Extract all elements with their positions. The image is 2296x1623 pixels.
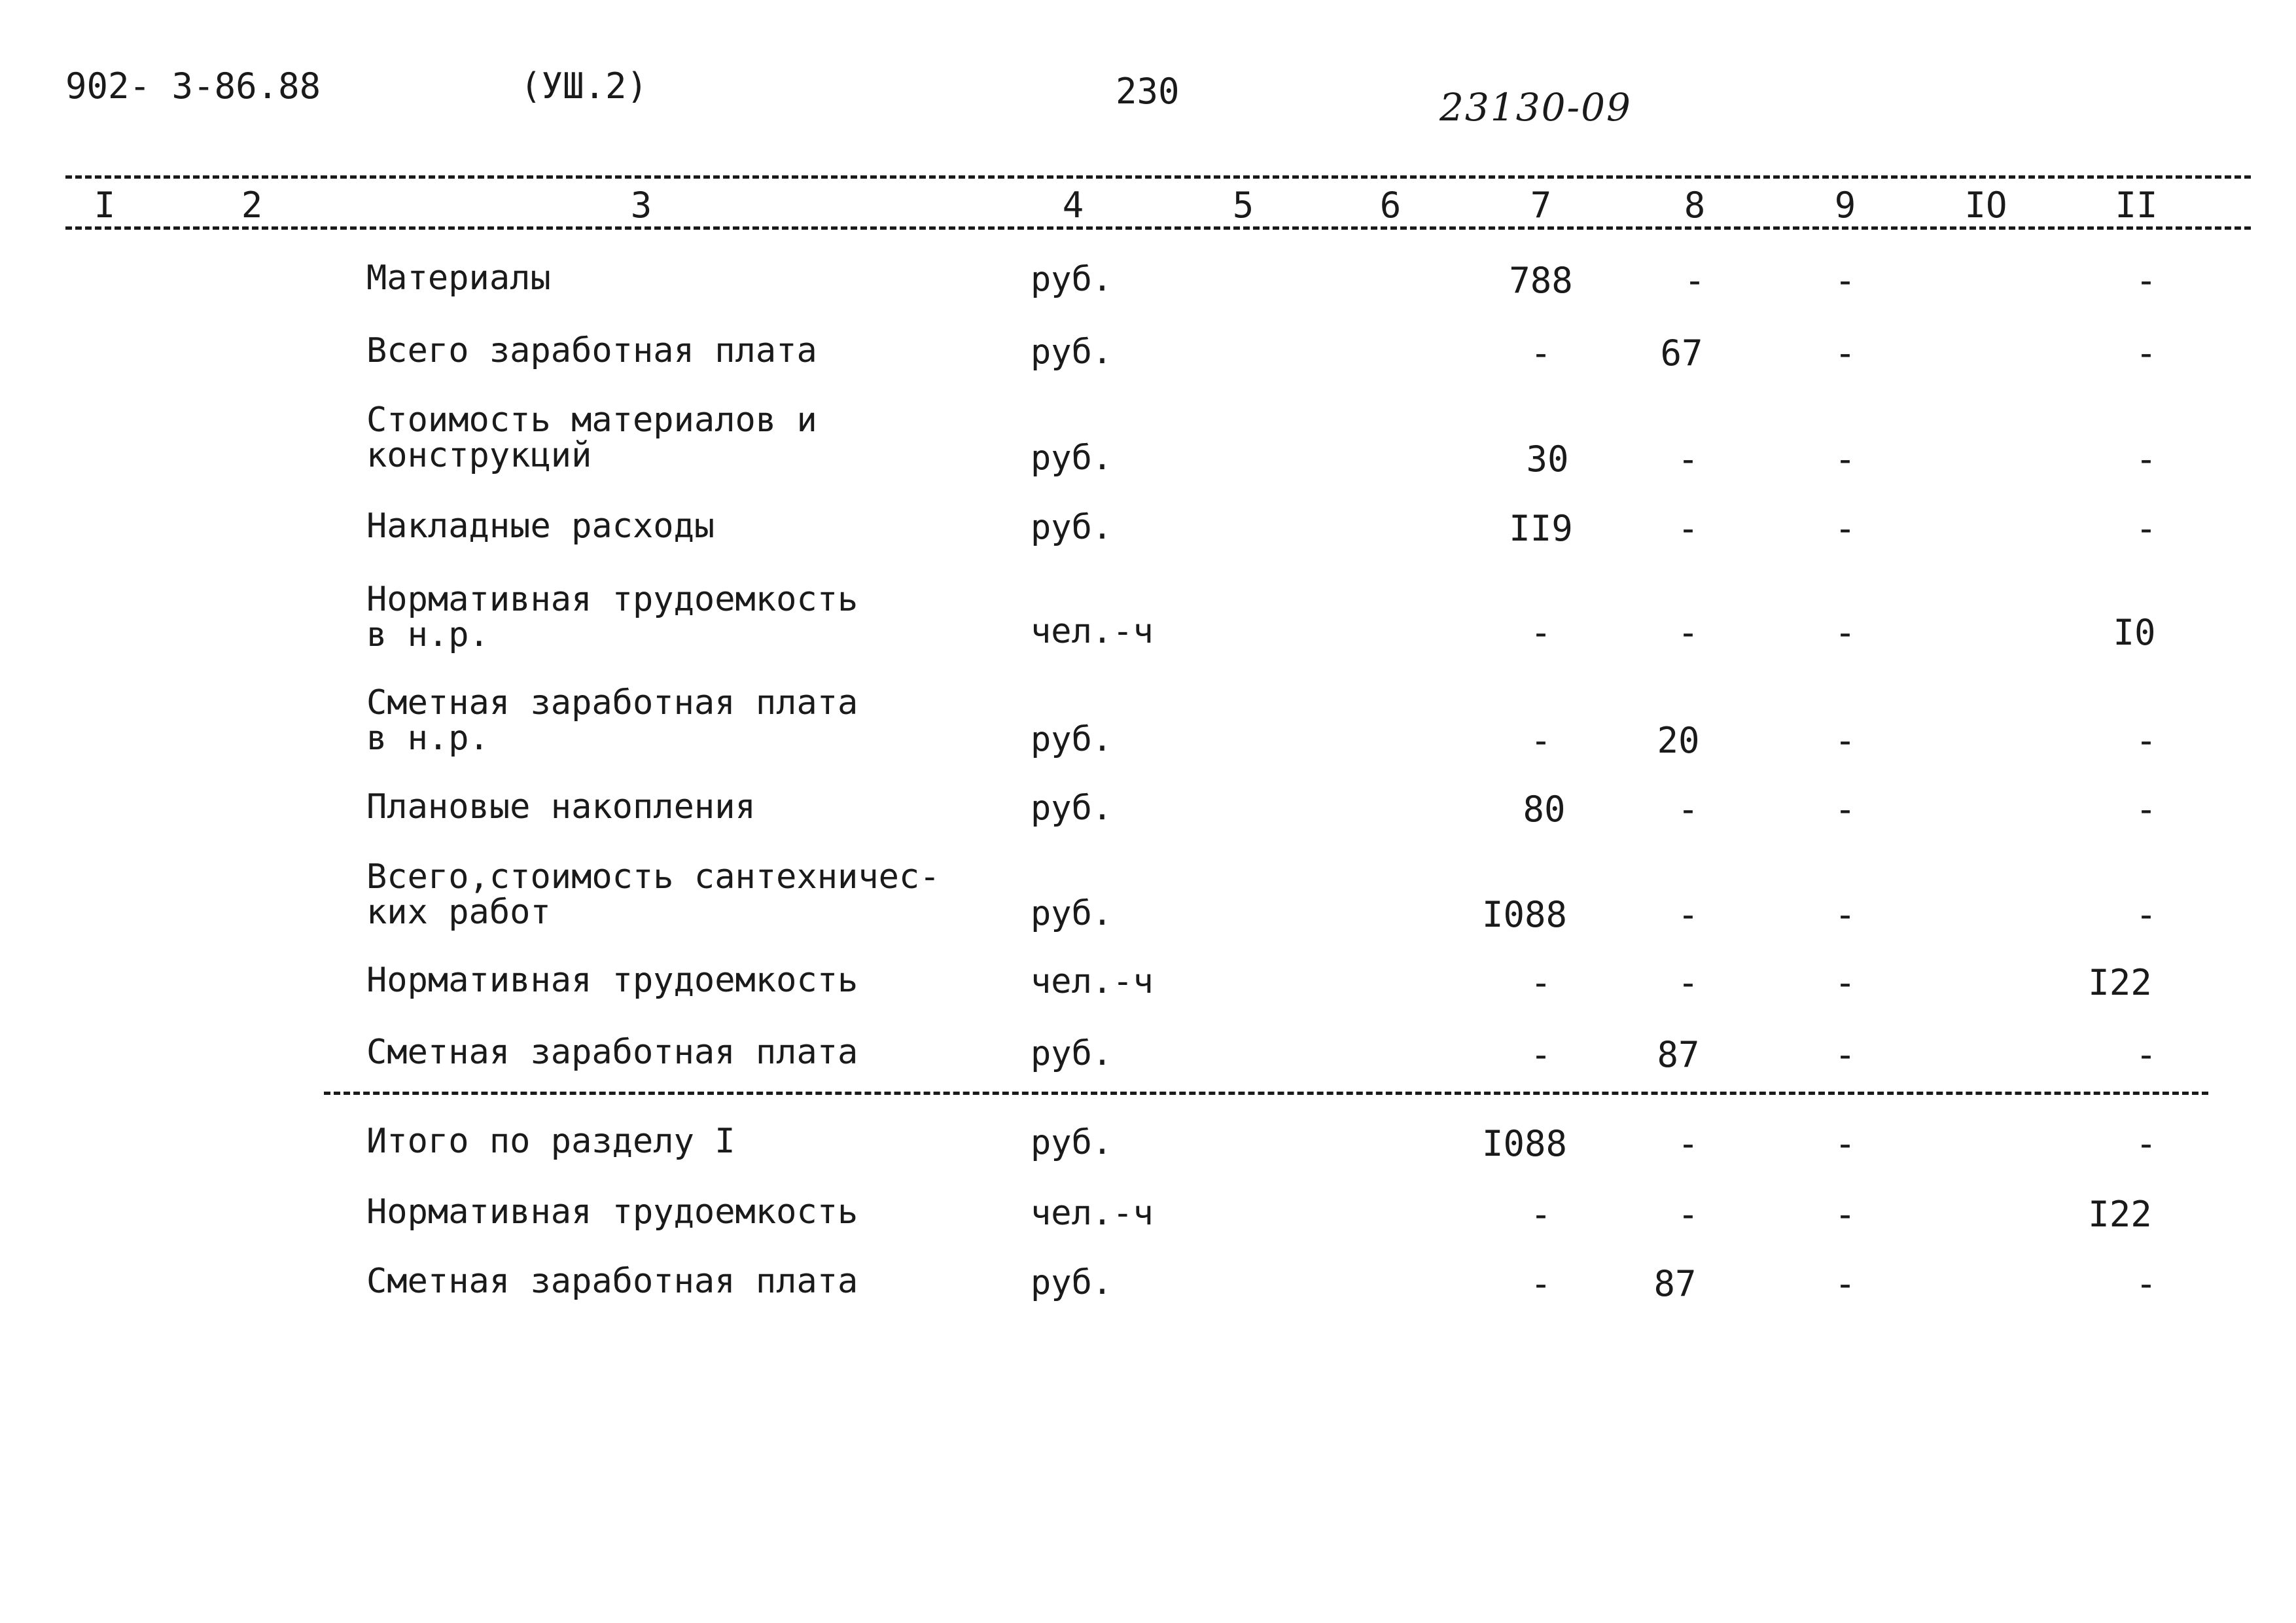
value-col7: I088 (1481, 894, 1568, 935)
value-col7: 30 (1526, 438, 1569, 480)
value-col7: - (1530, 720, 1552, 761)
header-rule-bottom (65, 226, 2251, 230)
row-label-continuation: конструкций (366, 436, 592, 475)
value-col9: - (1834, 438, 1856, 480)
row-unit: чел.-ч (1031, 612, 1154, 651)
value-col7: - (1530, 1194, 1552, 1235)
value-col7: II9 (1509, 508, 1573, 549)
row-label: Итого по разделу I (366, 1122, 735, 1161)
value-col7: - (1530, 1034, 1552, 1075)
value-col11: - (2135, 894, 2157, 935)
row-label: Сметная заработная плата (366, 1033, 858, 1072)
value-col8: - (1677, 894, 1699, 935)
value-col11: I22 (2088, 1194, 2152, 1235)
value-col7: - (1530, 332, 1552, 374)
value-col9: - (1834, 962, 1856, 1003)
row-label-continuation: ких работ (366, 893, 551, 932)
row-unit: руб. (1031, 260, 1113, 299)
value-col8: 87 (1657, 1034, 1700, 1075)
row-label: Нормативная трудоемкость (366, 1192, 858, 1232)
row-label-continuation: в н.р. (366, 615, 489, 654)
value-col9: - (1834, 1123, 1856, 1164)
column-number: 4 (1062, 185, 1084, 226)
value-col11: - (2135, 438, 2157, 480)
value-col7: I088 (1481, 1123, 1568, 1164)
row-label: Плановые накопления (366, 787, 756, 827)
row-unit: руб. (1031, 1123, 1113, 1162)
row-label: Нормативная трудоемкость (366, 961, 858, 1000)
value-col11: - (2135, 1263, 2157, 1304)
value-col9: - (1834, 1034, 1856, 1075)
value-col8: - (1677, 438, 1699, 480)
row-label: Сметная заработная плата (366, 683, 858, 722)
value-col7: 788 (1509, 260, 1573, 301)
column-number: 8 (1684, 185, 1706, 226)
value-col9: - (1834, 260, 1856, 301)
column-number: 3 (630, 185, 652, 226)
document-code: 902- 3-86.88 (65, 65, 321, 107)
row-unit: чел.-ч (1031, 1194, 1154, 1233)
value-col7: - (1530, 612, 1552, 653)
column-number: II (2115, 185, 2158, 226)
value-col8: - (1677, 1123, 1699, 1164)
column-number: 9 (1834, 185, 1856, 226)
value-col9: - (1834, 1263, 1856, 1304)
value-col7: - (1530, 962, 1552, 1003)
row-unit: руб. (1031, 789, 1113, 828)
column-number: 5 (1232, 185, 1254, 226)
header-rule-top (65, 175, 2251, 179)
row-unit: руб. (1031, 1263, 1113, 1302)
column-number: I (94, 185, 116, 226)
value-col8: 20 (1657, 720, 1700, 761)
value-col8: 67 (1660, 332, 1703, 374)
column-number: IO (1964, 185, 2007, 226)
value-col11: - (2135, 1034, 2157, 1075)
value-col9: - (1834, 789, 1856, 830)
value-col8: - (1677, 1194, 1699, 1235)
row-label: Стоимость материалов и (366, 401, 817, 440)
value-col8: - (1677, 962, 1699, 1003)
totals-separator (324, 1092, 2208, 1095)
row-label: Всего заработная плата (366, 331, 817, 370)
value-col9: - (1834, 612, 1856, 653)
value-col11: - (2135, 508, 2157, 549)
row-label-continuation: в н.р. (366, 719, 489, 758)
row-unit: руб. (1031, 332, 1113, 372)
value-col8: - (1677, 789, 1699, 830)
value-col11: I22 (2088, 962, 2152, 1003)
column-number: 2 (241, 185, 263, 226)
row-label: Всего,стоимость сантехничес- (366, 857, 940, 897)
section-reference: (УШ.2) (520, 65, 648, 107)
value-col11: - (2135, 260, 2157, 301)
value-col11: - (2135, 789, 2157, 830)
row-unit: руб. (1031, 438, 1113, 478)
row-label: Накладные расходы (366, 507, 715, 546)
value-col9: - (1834, 332, 1856, 374)
column-number: 6 (1379, 185, 1402, 226)
value-col11: I0 (2113, 612, 2156, 653)
value-col9: - (1834, 720, 1856, 761)
value-col8: 87 (1653, 1263, 1697, 1304)
value-col11: - (2135, 1123, 2157, 1164)
row-label: Сметная заработная плата (366, 1262, 858, 1301)
value-col7: 80 (1523, 789, 1566, 830)
value-col8: - (1677, 508, 1699, 549)
row-label: Материалы (366, 259, 551, 298)
handwritten-stamp: 23130-09 (1439, 85, 1632, 130)
value-col9: - (1834, 894, 1856, 935)
value-col7: - (1530, 1263, 1552, 1304)
row-unit: руб. (1031, 508, 1113, 547)
row-unit: руб. (1031, 1034, 1113, 1073)
value-col8: - (1677, 612, 1699, 653)
value-col8: - (1684, 260, 1706, 301)
row-label: Нормативная трудоемкость (366, 580, 858, 619)
value-col9: - (1834, 1194, 1856, 1235)
value-col9: - (1834, 508, 1856, 549)
row-unit: руб. (1031, 894, 1113, 933)
column-number: 7 (1530, 185, 1552, 226)
page-number: 230 (1116, 71, 1180, 112)
row-unit: чел.-ч (1031, 962, 1154, 1001)
value-col11: - (2135, 332, 2157, 374)
row-unit: руб. (1031, 720, 1113, 759)
value-col11: - (2135, 720, 2157, 761)
